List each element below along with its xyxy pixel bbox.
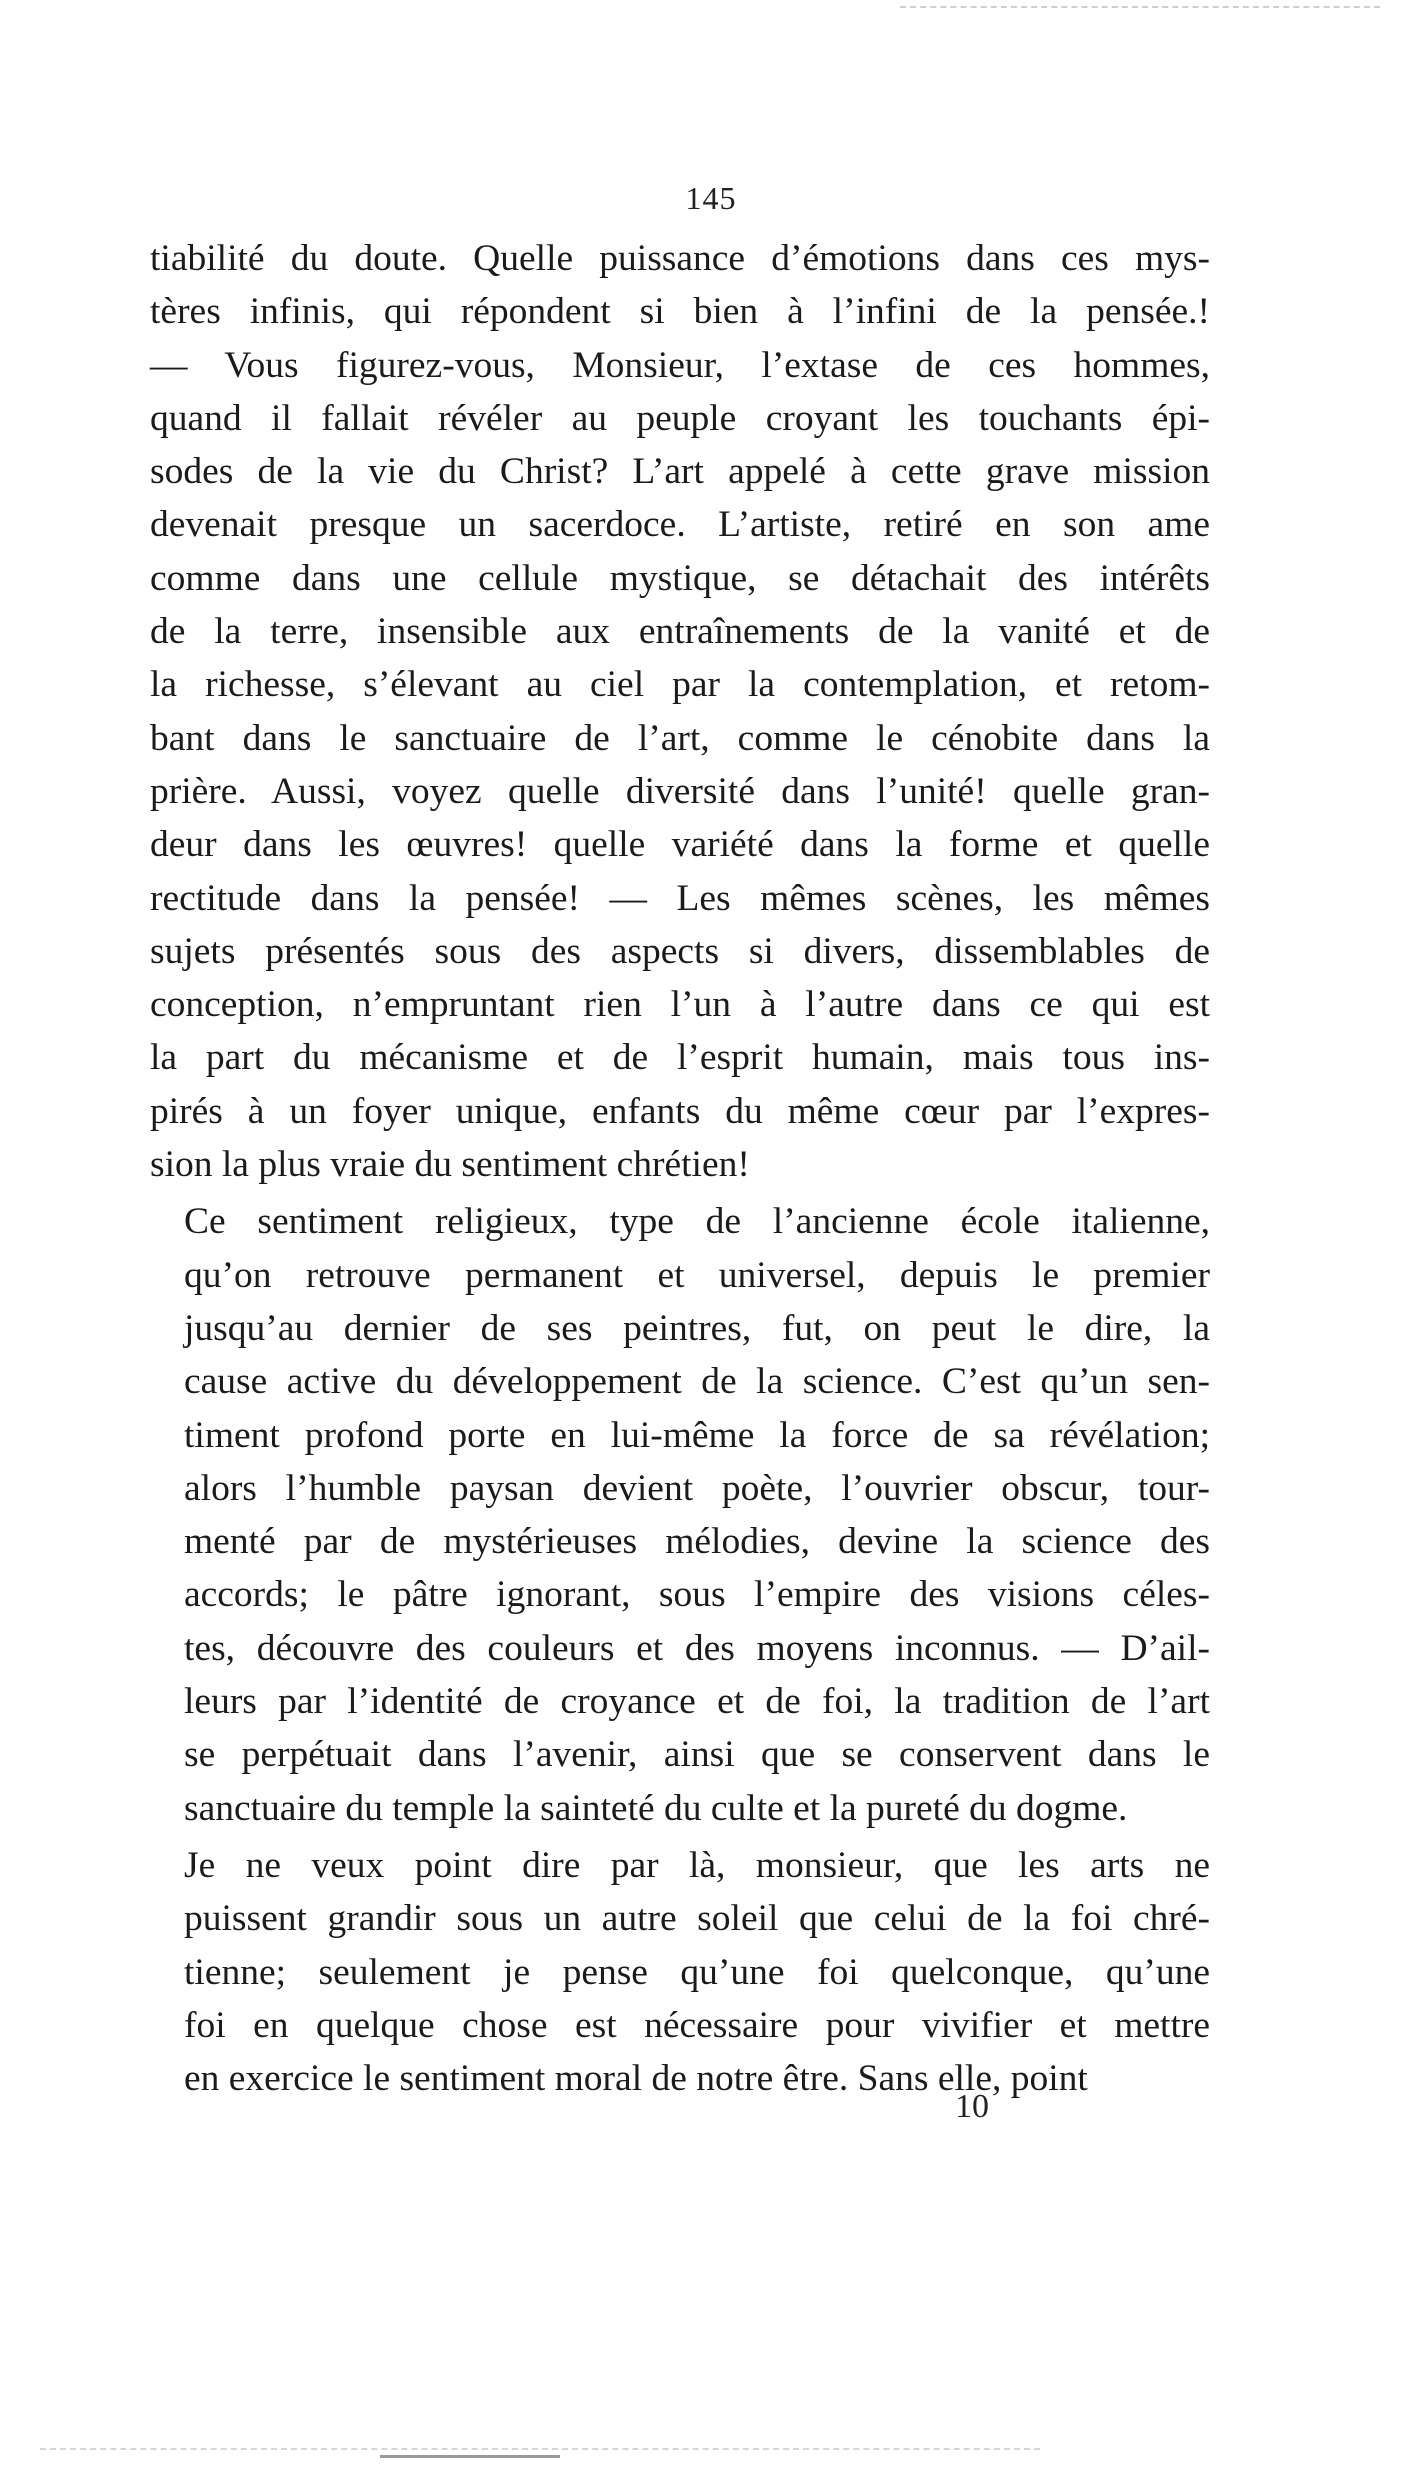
text-line: menté par de mystérieuses mélodies, devine la science des: [184, 1521, 1210, 1563]
text-line: bant dans le sanctuaire de l’art, comme le cénobite dans la: [150, 717, 1210, 759]
text-line: en exercice le sentiment moral de notre être. Sans elle, point: [184, 2058, 1088, 2100]
body-text: [150, 232, 1210, 2105]
text-line: — Vous figurez-vous, Monsieur, l’extase de ces hommes,: [150, 344, 1210, 386]
text-line: cause active du développement de la science. C’est qu’un sen-: [184, 1361, 1210, 1403]
text-line: se perpétuait dans l’avenir, ainsi que se conservent dans le: [184, 1734, 1210, 1776]
text-line: tiabilité du doute. Quelle puissance d’émotions dans ces mys-: [150, 238, 1210, 279]
text-line: prière. Aussi, voyez quelle diversité dans l’unité! quelle gran-: [150, 770, 1210, 812]
text-line: leurs par l’identité de croyance et de foi, la tradition de l’art: [184, 1681, 1210, 1723]
signature-mark: 10: [955, 2088, 989, 2125]
text-line: deur dans les œuvres! quelle variété dans la forme et quelle: [150, 824, 1210, 866]
page-number: 145: [685, 180, 737, 216]
text-line: la part du mécanisme et de l’esprit humain, mais tous ins-: [150, 1037, 1210, 1079]
text-line: la richesse, s’élevant au ciel par la contemplation, et retom-: [150, 664, 1210, 706]
text-line: pirés à un foyer unique, enfants du même cœur par l’expres-: [150, 1090, 1210, 1132]
text-line: de la terre, insensible aux entraînements de la vanité et de: [150, 611, 1210, 653]
text-line: foi en quelque chose est nécessaire pour vivifier et mettre: [184, 2004, 1210, 2046]
text-line: sujets présentés sous des aspects si divers, dissemblables de: [150, 930, 1210, 972]
text-line: qu’on retrouve permanent et universel, depuis le premier: [184, 1254, 1210, 1296]
paragraph-2: [150, 1195, 1210, 1835]
scan-edge-rule-bottom: [380, 2455, 560, 2458]
paragraph-1: [150, 232, 1210, 1191]
text-line: tes, découvre des couleurs et des moyens inconnus. — D’ail-: [184, 1627, 1210, 1669]
text-line: tères infinis, qui répondent si bien à l’infini de la pensée.!: [150, 291, 1210, 333]
scan-edge-mark-bottom: [40, 2448, 1040, 2450]
text-line: quand il fallait révéler au peuple croyant les touchants épi-: [150, 397, 1210, 439]
text-line: alors l’humble paysan devient poète, l’ouvrier obscur, tour-: [184, 1467, 1210, 1509]
text-line: accords; le pâtre ignorant, sous l’empire des visions céles-: [184, 1574, 1210, 1616]
text-line: sanctuaire du temple la sainteté du culte et la pureté du dogme.: [184, 1787, 1128, 1829]
text-line: conception, n’empruntant rien l’un à l’autre dans ce qui est: [150, 984, 1210, 1026]
text-line: Je ne veux point dire par là, monsieur, que les arts ne: [184, 1844, 1210, 1886]
text-line: timent profond porte en lui-même la force de sa révélation;: [184, 1414, 1210, 1456]
text-line: tienne; seulement je pense qu’une foi quelconque, qu’une: [184, 1951, 1210, 1993]
text-line: devenait presque un sacerdoce. L’artiste, retiré en son ame: [150, 504, 1210, 546]
text-line: comme dans une cellule mystique, se détachait des intérêts: [150, 557, 1210, 599]
text-line: sodes de la vie du Christ? L’art appelé à cette grave mission: [150, 451, 1210, 493]
text-line: jusqu’au dernier de ses peintres, fut, on peut le dire, la: [184, 1307, 1210, 1349]
text-line: puissent grandir sous un autre soleil que celui de la foi chré-: [184, 1898, 1210, 1940]
text-line: Ce sentiment religieux, type de l’ancienne école italienne,: [184, 1201, 1210, 1243]
scan-edge-mark-top: [900, 6, 1380, 8]
text-line: rectitude dans la pensée! — Les mêmes scènes, les mêmes: [150, 877, 1210, 919]
text-line: sion la plus vraie du sentiment chrétien!: [150, 1144, 750, 1186]
paragraph-3: [150, 1839, 1210, 2105]
